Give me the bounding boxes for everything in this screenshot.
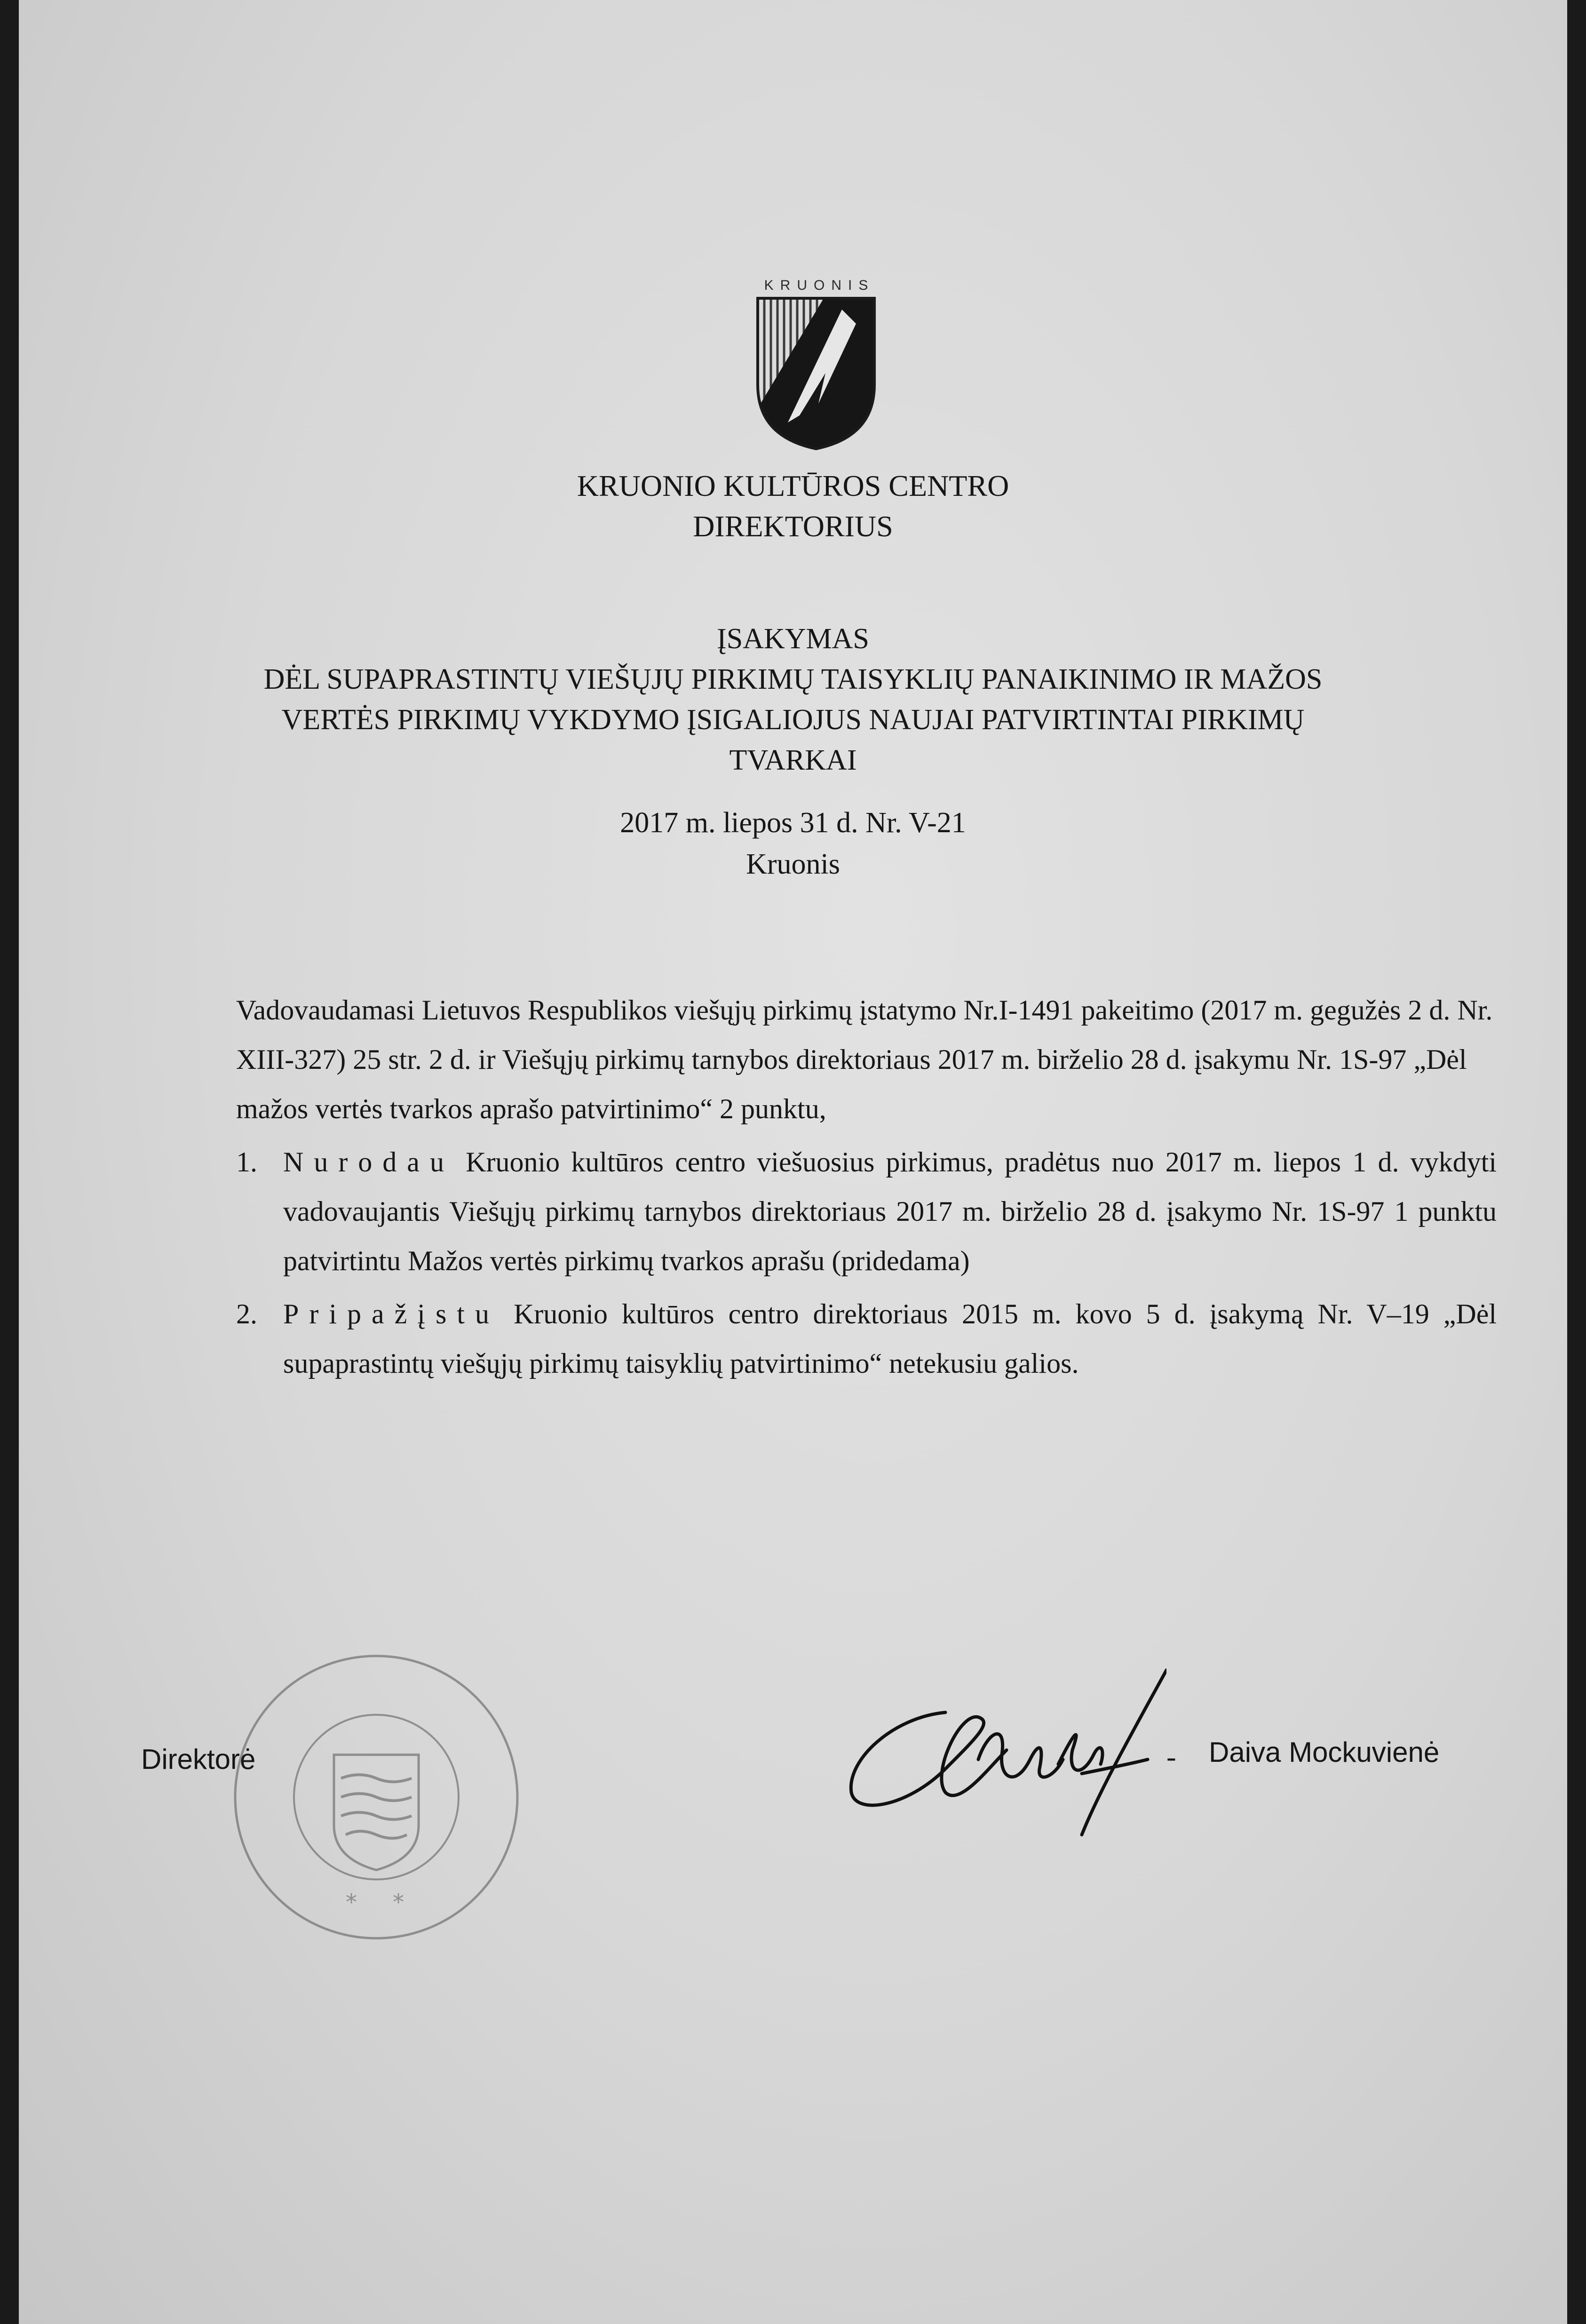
signer-role: Direktorė bbox=[141, 1743, 256, 1775]
title-line-2: VERTĖS PIRKIMŲ VYKDYMO ĮSIGALIOJUS NAUJAI PATVIRTINTAI PIRKIMŲ bbox=[281, 704, 1305, 736]
item-text: Kruonio kultūros centro viešuosius pirkimus, pradėtus nuo 2017 m. liepos 1 d. vykdyti vadovaujantis Viešųjų pirkimų tarnybos direktoriaus 2017 m. birželio 28 d. įsakymo Nr. 1S-97 1 punktu patvirtintu Mažos vertės pirkimų tvarkos aprašu (pridedama) bbox=[283, 1146, 1497, 1276]
emblem-label: KRUONIS bbox=[764, 278, 875, 293]
document-page bbox=[19, 0, 1567, 2324]
order-body bbox=[236, 986, 1497, 1388]
signature-icon bbox=[837, 1665, 1166, 1863]
doc-type: ĮSAKYMAS bbox=[717, 623, 869, 655]
item-number: 2. bbox=[236, 1298, 257, 1329]
intro-paragraph: Vadovaudamasi Lietuvos Respublikos viešųjų pirkimų įstatymo Nr.I-1491 pakeitimo (2017 m. gegužės 2 d. Nr. XIII-327) 25 str. 2 d. ir Viešųjų pirkimų tarnybos direktoriaus 2017 m. birželio 28 d. įsakymu Nr. 1S-97 „Dėl mažos vertės tvarkos aprašo patvirtinimo“ 2 punktu, bbox=[236, 995, 1493, 1124]
svg-text:*: * bbox=[346, 1889, 357, 1916]
item-number: 1. bbox=[236, 1146, 257, 1178]
item-text: Kruonio kultūros centro direktoriaus 2015 m. kovo 5 d. įsakymą Nr. V–19 „Dėl supaprastintų viešųjų pirkimų taisyklių patvirtinimo“ netekusiu galios. bbox=[283, 1298, 1497, 1379]
item-verb: Nurodau bbox=[283, 1146, 454, 1178]
date-number: 2017 m. liepos 31 d. Nr. V-21 bbox=[620, 807, 966, 839]
stamp-icon bbox=[226, 1647, 527, 1948]
signer-name: Daiva Mockuvienė bbox=[1209, 1736, 1440, 1768]
institution-name: KRUONIO KULTŪROS CENTRO bbox=[577, 469, 1009, 502]
signature-dash: - bbox=[1166, 1741, 1176, 1773]
order-items bbox=[236, 1138, 1497, 1388]
place: Kruonis bbox=[746, 848, 840, 880]
coat-of-arms-icon bbox=[755, 295, 877, 451]
title-line-3: TVARKAI bbox=[729, 744, 857, 776]
item-verb: Pripažįstu bbox=[283, 1298, 500, 1329]
order-title bbox=[0, 619, 1586, 780]
title-line-1: DĖL SUPAPRASTINTŲ VIEŠŲJŲ PIRKIMŲ TAISYKLIŲ PANAIKINIMO IR MAŽOS bbox=[263, 663, 1323, 695]
svg-text:*: * bbox=[393, 1889, 404, 1916]
coat-of-arms bbox=[745, 278, 887, 451]
list-item bbox=[236, 1289, 1497, 1388]
signature-block bbox=[0, 1665, 1586, 1948]
list-item bbox=[236, 1138, 1497, 1286]
institution-heading bbox=[0, 466, 1586, 547]
institution-role: DIREKTORIUS bbox=[693, 509, 893, 543]
order-meta bbox=[0, 802, 1586, 885]
